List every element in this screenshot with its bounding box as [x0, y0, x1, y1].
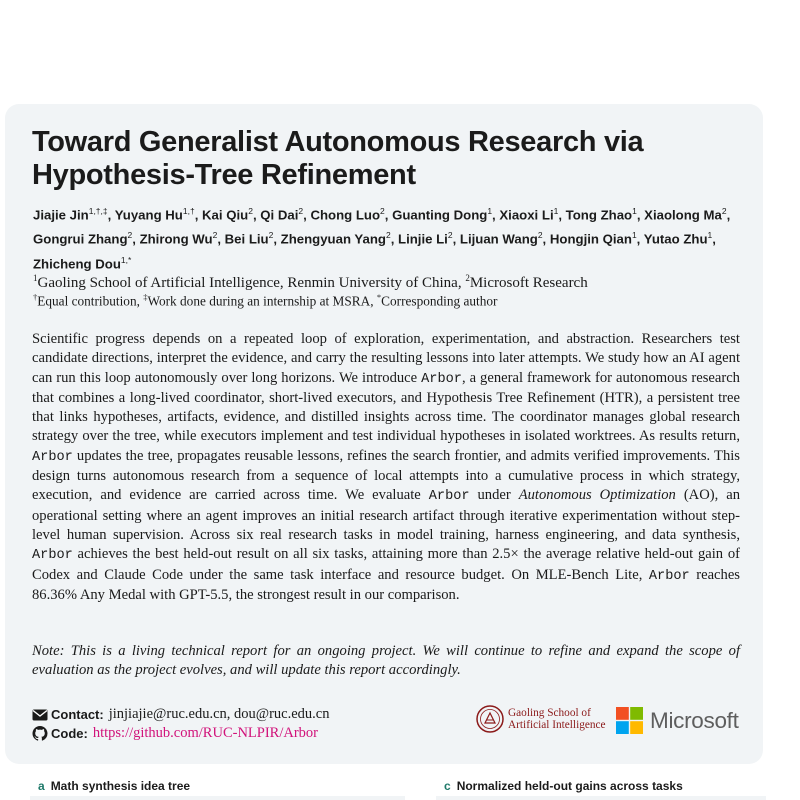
contact-label: Contact: — [51, 707, 104, 722]
footnote-sym-2: ‡ — [143, 292, 148, 302]
footnote-3: Corresponding author — [381, 293, 498, 309]
author-name: Bei Liu — [224, 231, 269, 247]
system-name: Arbor — [421, 371, 462, 387]
author-affiliation-mark: 1 — [707, 230, 713, 241]
author-affiliation-mark: 2 — [447, 230, 453, 241]
gsai-logo-text — [508, 707, 606, 732]
author-affiliation-mark: 2 — [380, 206, 385, 216]
contact-row — [32, 705, 330, 724]
aff-2: Microsoft Research — [469, 275, 588, 291]
contact-emails[interactable]: jinjiajie@ruc.edu.cn, dou@ruc.edu.cn — [108, 706, 330, 722]
system-name: Arbor — [428, 489, 470, 505]
author-affiliation-mark: 1 — [631, 230, 637, 241]
author-affiliation-mark: 2 — [212, 230, 218, 241]
author-name: Xiaolong Ma — [644, 207, 722, 223]
aff-sup-2: 2 — [465, 273, 470, 283]
system-name: Arbor — [32, 548, 73, 564]
author-name: Qi Dai — [260, 207, 299, 223]
author-name: Tong Zhao — [565, 207, 633, 223]
author-affiliation-mark: 2 — [127, 230, 133, 241]
subfigure-c-panel-edge — [436, 796, 766, 800]
author-affiliation-mark: 2 — [268, 230, 274, 241]
aff-sup-1: 1 — [33, 273, 38, 283]
author-list: Jiajie Jin$^{1,\dagger,\ddagger}$, Yuyang $Hu^{1,\dagger}$, Kai Qiu$^2$, Qi Dai$^2$, Chong Luo$^2$, Guanting Dong$^1$, Xiaoxi Li$^1$, Tong Zhao$^1$, Xiaolong Ma$^2$, Gongrui Zhang$^2$, Zhirong Wu$^2$, Bei Liu$^2$, Zhengyuan Yang$^2$, Linjie Li$^2$, Lijuan Wang$^2$, Hongjin Qian$^1$, Yutao Zhu$^1$, Zhicheng Dou$^{1,*}$ — [33, 206, 731, 272]
author-name: Gongrui Zhang — [33, 231, 128, 247]
system-name: Arbor — [32, 449, 73, 465]
author-affiliation-mark: 1 — [553, 206, 559, 216]
author-affiliation-mark: 1 — [632, 206, 637, 216]
author-affiliation-mark: 2 — [537, 230, 543, 241]
author-affiliation-mark: 2 — [721, 206, 727, 216]
gsai-line-2: Artificial Intelligence — [508, 719, 606, 731]
code-link[interactable]: https://github.com/RUC-NLPIR/Arbor — [92, 725, 318, 741]
microsoft-squares-icon — [616, 707, 643, 734]
gsai-logo — [476, 705, 606, 733]
author-affiliation-mark: 2 — [385, 230, 391, 241]
abstract-text: achieves the best held-out result on all six tasks, attaining more than 2.5× the average relative held-out gain of Codex and Claude Code under the same task interface and resource budget. On MLE-Bench Lite, — [32, 546, 740, 583]
abstract — [32, 330, 740, 605]
author-name: Jiajie Jin — [33, 207, 89, 223]
author-name: Zhirong Wu — [139, 231, 213, 247]
code-label: Code: — [51, 726, 88, 741]
author-affiliation-mark: 1,†,‡ — [88, 206, 108, 216]
microsoft-wordmark: Microsoft — [650, 707, 739, 733]
author-affiliation-mark: 2 — [248, 206, 253, 216]
author-name: Zhicheng Dou — [33, 256, 121, 272]
footnote-sym-3: * — [376, 292, 382, 302]
author-name: Lijuan Wang — [459, 231, 538, 247]
author-name: Linjie Li — [398, 231, 448, 247]
abstract-text: under — [469, 487, 519, 504]
abstract-text: , a general framework for autonomous research that combines a long-lived coordinator, short-lived executors, and Hypothesis Tree Refinement (HTR), a persistent tree that links hypotheses, artifacts, evidence, and distilled insights across time. The coordinator manages global research strategy over the tree, while executors implement and test individual hypotheses in isolated worktrees. As results return, — [32, 369, 740, 445]
system-name: Arbor — [648, 568, 690, 584]
abstract-text: (AO), an operational setting where an agent improves an initial research artifact through iterative experimentation without step-level human supervision. Across six real research tasks in model training, harness engineering, and data synthesis, — [32, 487, 740, 543]
footnote-1: Equal contribution, — [37, 293, 144, 309]
microsoft-logo — [616, 707, 739, 734]
author-name: Chong Luo — [310, 207, 381, 223]
code-row — [32, 724, 330, 743]
author-name: Xiaoxi Li — [499, 207, 554, 223]
abstract-text: reaches 86.36% Any Medal with GPT-5.5, the strongest result in our comparison. — [32, 566, 740, 603]
author-affiliation-mark: 1 — [487, 206, 493, 216]
abstract-text: Scientific progress depends on a repeated loop of exploration, experimentation, and abstraction. Researchers test candidate directions, interpret the evidence, and carry the resulting lessons into later attempts. We study how an AI agent can run this loop autonomously over long horizons. We introduce — [32, 331, 740, 386]
author-affiliation-mark: 2 — [298, 206, 304, 216]
author-name: Kai Qiu — [202, 207, 249, 223]
author-affiliation-mark: 1,† — [182, 206, 195, 216]
subfigure-a-letter: a — [38, 779, 45, 793]
subfigure-a-title: Math synthesis idea tree — [50, 779, 191, 793]
footnote-2: Work done during an internship at MSRA, — [147, 293, 377, 309]
author-name: Zhengyuan Yang — [280, 231, 386, 247]
author-name: Yuyang Hu — [114, 207, 183, 223]
subfigure-c-letter: c — [444, 779, 451, 793]
aff-1: Gaoling School of Artificial Intelligence, Renmin University of China, — [37, 275, 466, 291]
subfigure-a-caption — [38, 779, 190, 793]
living-report-note: Note: This is a living technical report for an ongoing project. We will continue to refine and expand the scope of evaluation as the project evolves, and will update this report accordingly. — [32, 643, 740, 679]
github-icon — [32, 726, 48, 741]
gsai-line-1: Gaoling School of — [508, 706, 591, 719]
mail-icon — [32, 708, 48, 722]
author-name: Hongjin Qian — [549, 231, 632, 247]
subfigure-c-caption — [444, 779, 683, 793]
subfigure-c-title: Normalized held-out gains across tasks — [456, 779, 683, 793]
abstract-text: updates the tree, propagates reusable lessons, refines the search frontier, and admits verified improvements. This design turns autonomous research from a sequence of local attempts into a cumulative process in which strategy, execution, and evidence are carried across time. We evaluate — [32, 447, 740, 504]
paper-title: Toward Generalist Autonomous Research via Hypothesis-Tree Refinement — [32, 126, 644, 191]
gsai-seal-icon — [476, 705, 504, 733]
author-name: Guanting Dong — [392, 207, 488, 223]
author-affiliation-mark: 1,* — [120, 254, 132, 265]
contact-block — [32, 705, 330, 743]
author-footnotes — [33, 288, 753, 310]
footnote-sym-1: † — [33, 292, 38, 302]
subfigure-a-panel-edge — [30, 796, 405, 800]
emphasis-text: Autonomous Optimization — [518, 487, 676, 504]
author-name: Yutao Zhu — [643, 231, 708, 247]
